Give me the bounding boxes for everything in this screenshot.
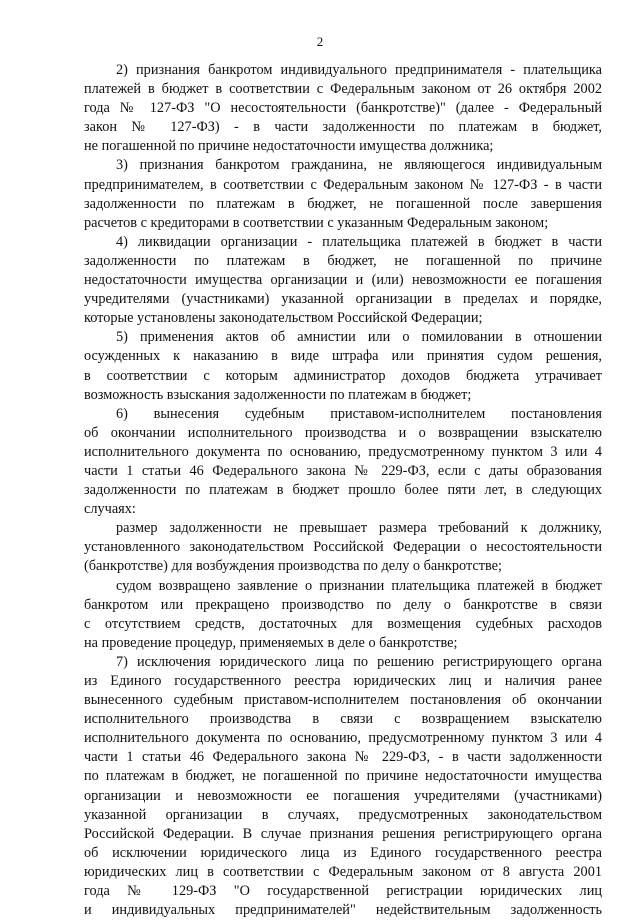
text-line: возможность взыскания задолженности по платежам в бюджет; [84, 386, 472, 403]
text-line: задолженности по платежам в бюджет, не погашенной по причине [84, 252, 602, 269]
text-line: задолженности по платежам в бюджет прошло более пяти лет, в следующих [84, 482, 602, 499]
text-line: указанной организации в случаях, предусмотренных законодательством [84, 806, 602, 823]
text-line: закон № 127-ФЗ) - в части задолженности по платежам в бюджет, [84, 119, 602, 136]
text-line: части 1 статьи 46 Федерального закона № 229-ФЗ, если с даты образования [84, 462, 602, 479]
text-line: 5) применения актов об амнистии или о помиловании в отношении [116, 329, 602, 346]
text-line: организации и невозможности ее погашения учредителями (участниками) [84, 787, 602, 804]
text-line: учредителями (участниками) указанной организации в пределах и порядке, [84, 291, 602, 308]
text-line: осужденных к наказанию в виде штрафа или принятия судом решения, [84, 348, 602, 365]
text-line: банкротом или прекращено производство по делу о банкротстве в связи [84, 596, 602, 613]
text-line: расчетов с кредиторами в соответствии с указанным Федеральным законом; [84, 214, 549, 231]
text-line: Российской Федерации. В случае признания решения регистрирующего органа [84, 825, 602, 842]
text-line: исполнительного документа по основанию, предусмотренному пунктом 3 или 4 [84, 443, 602, 460]
text-line: случаях: [84, 501, 136, 518]
text-line: на проведение процедур, применяемых в деле о банкротстве; [84, 634, 458, 651]
text-line: из Единого государственного реестра юридических лиц и наличия ранее [84, 673, 602, 689]
text-line: 6) вынесения судебным приставом-исполнителем постановления [116, 405, 602, 422]
document-body [84, 61, 602, 920]
text-line: 2) признания банкротом индивидуального предпринимателя - плательщика [116, 62, 602, 78]
text-line: недостаточности имущества организации и (или) невозможности ее погашения [84, 272, 602, 289]
text-line: не погашенной по причине недостаточности имущества должника; [84, 138, 494, 155]
text-line: с отсутствием средств, достаточных для возмещения судебных расходов [84, 615, 602, 632]
text-line: юридических лиц в соответствии с Федеральным законом от 8 августа 2001 [84, 863, 602, 880]
text-line: 4) ликвидации организации - плательщика платежей в бюджет в части [116, 233, 602, 250]
text-line: платежей в бюджет в соответствии с Федеральным законом от 26 октября 2002 [84, 81, 602, 98]
text-line: судом возвращено заявление о признании плательщика платежей в бюджет [116, 577, 602, 594]
text-line: об окончании исполнительного производства и о возвращении взыскателю [84, 424, 602, 441]
page-number: 2 [316, 34, 324, 49]
text-line: исполнительного производства в связи с возвращением взыскателю [84, 711, 602, 728]
text-line: которые установлены законодательством Российской Федерации; [84, 310, 483, 327]
text-line: установленного законодательством Российской Федерации о несостоятельности [84, 539, 602, 556]
text-line: размер задолженности не превышает размера требований к должнику, [116, 520, 602, 537]
text-line: 7) исключения юридического лица по решению регистрирующего органа [116, 653, 602, 670]
text-line: и индивидуальных предпринимателей" недействительным задолженность [84, 902, 602, 919]
text-line: об исключении юридического лица из Единого государственного реестра [84, 844, 602, 861]
text-line: вынесенного судебным приставом-исполнителем постановления об окончании [84, 692, 602, 709]
text-line: 3) признания банкротом гражданина, не являющегося индивидуальным [116, 157, 602, 174]
text-line: года № 129-ФЗ "О государственной регистрации юридических лиц [84, 883, 602, 900]
text-line: задолженности по платежам в бюджет, не погашенной после завершения [84, 195, 602, 212]
text-line: (банкротстве) для возбуждения производства по делу о банкротстве; [84, 558, 502, 575]
text-line: года № 127-ФЗ "О несостоятельности (банкротстве)" (далее - Федеральный [84, 100, 602, 117]
text-line: предпринимателем, в соответствии с Федеральным законом № 127-ФЗ - в части [84, 176, 602, 193]
text-line: в соответствии с которым администратор доходов бюджета утрачивает [84, 367, 602, 384]
text-line: исполнительного документа по основанию, предусмотренному пунктом 3 или 4 [84, 730, 602, 747]
text-line: части 1 статьи 46 Федерального закона № 229-ФЗ, - в части задолженности [84, 749, 602, 766]
text-line: по платежам в бюджет, не погашенной по причине недостаточности имущества [84, 768, 602, 785]
